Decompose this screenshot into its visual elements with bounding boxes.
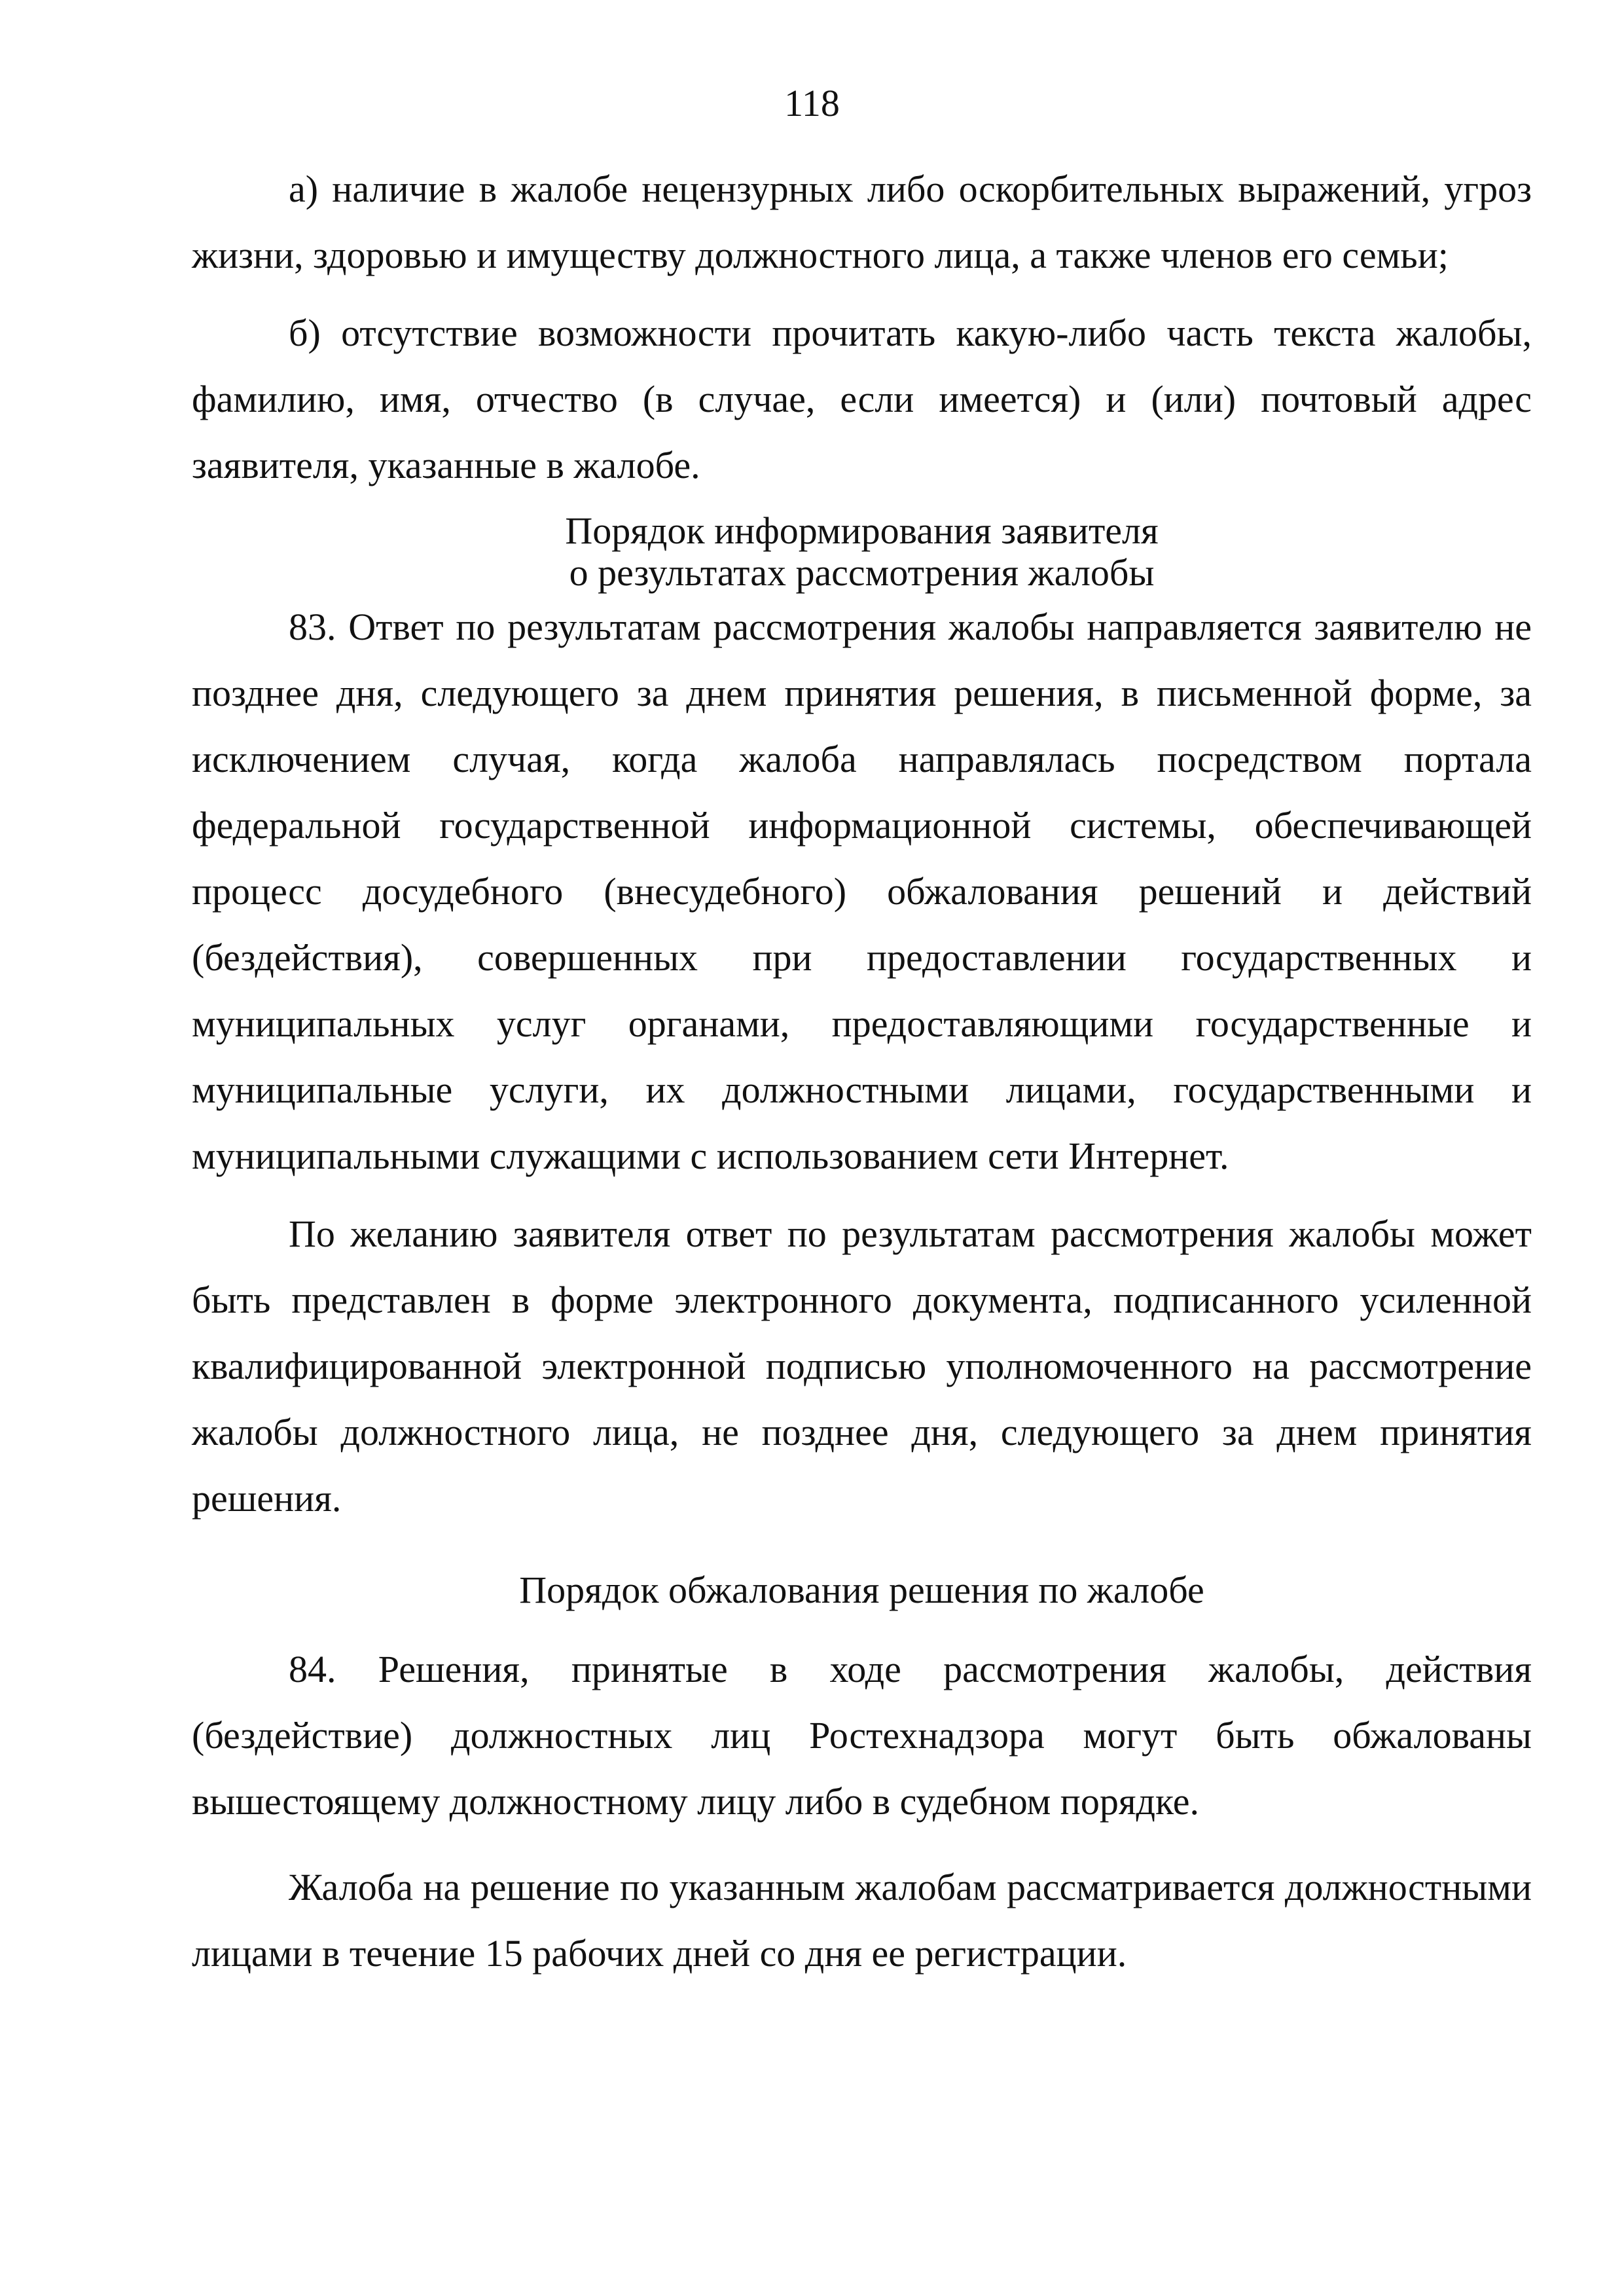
page-number: 118 <box>784 82 840 124</box>
paragraph-84: 84. Решения, принятые в ходе рассмотрения жалобы, действия (бездействие) должностных лиц Ростехнадзора могут быть обжалованы вышестоящему должностному лицу либо в судебном порядке. <box>192 1648 1532 1823</box>
heading-line: о результатах рассмотрения жалобы <box>569 551 1155 594</box>
paragraph-83-electronic: По желанию заявителя ответ по результатам рассмотрения жалобы может быть представлен в форме электронного документа, подписанного усиленной квалифицированной электронной подписью уполномоченного на рассмотрение жалобы должностного лица, не позднее дня, следующего за днем принятия решения. <box>192 1212 1532 1520</box>
section-heading-informing <box>192 510 1532 594</box>
paragraph-item-a: а) наличие в жалобе нецензурных либо оскорбительных выражений, угроз жизни, здоровью и имуществу должностного лица, а также членов его семьи; <box>192 168 1532 276</box>
paragraph-84-term: Жалоба на решение по указанным жалобам рассматривается должностными лицами в течение 15 рабочих дней со дня ее регистрации. <box>192 1866 1532 1975</box>
paragraph-83: 83. Ответ по результатам рассмотрения жалобы направляется заявителю не позднее дня, следующего за днем принятия решения, в письменной форме, за исключением случая, когда жалоба направлялась посредством портала федеральной государственной информационной системы, обеспечивающей процесс досудебного (внесудебного) обжалования решений и действий (бездействия), совершенных при предоставлении государственных и муниципальных услуг органами, предоставляющими государственные и муниципальные услуги, их должностными лицами, государственными и муниципальными служащими с использованием сети Интернет. <box>192 606 1532 1177</box>
paragraph-item-b: б) отсутствие возможности прочитать какую-либо часть текста жалобы, фамилию, имя, отчество (в случае, если имеется) и (или) почтовый адрес заявителя, указанные в жалобе. <box>192 312 1532 486</box>
heading-line: Порядок информирования заявителя <box>565 509 1159 552</box>
section-heading-appeal: Порядок обжалования решения по жалобе <box>519 1569 1204 1611</box>
document-body <box>192 156 1532 1986</box>
